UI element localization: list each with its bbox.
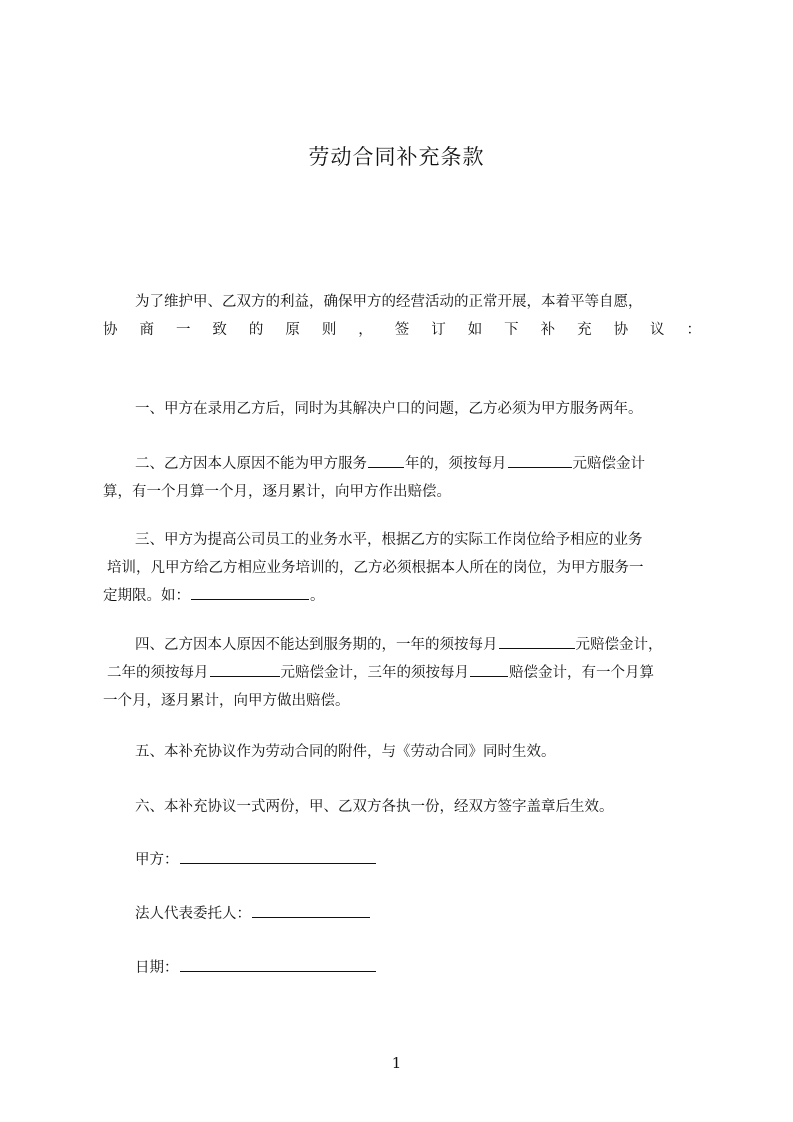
clause-3-line-2: 培训，凡甲方给乙方相应业务培训的，乙方必须根据本人所在的岗位，为甲方服务一 bbox=[107, 560, 644, 576]
clause-3-part-d: 。 bbox=[310, 588, 325, 604]
date-blank bbox=[180, 957, 376, 972]
intro-line-1: 为了维护甲、乙双方的利益，确保甲方的经营活动的正常开展，本着平等自愿， bbox=[135, 294, 643, 310]
intro-line-2 bbox=[103, 316, 701, 344]
years-blank bbox=[368, 453, 404, 468]
clause-4-part-d: 元赔偿金计，三年的须按每月 bbox=[280, 665, 469, 681]
intro-char: 的 bbox=[248, 322, 264, 338]
intro-char: 订 bbox=[431, 322, 446, 338]
document-title: 劳动合同补充条款 bbox=[308, 145, 485, 169]
intro-char: 则 bbox=[321, 322, 337, 338]
year-two-amount-blank bbox=[210, 662, 280, 677]
intro-char: 如 bbox=[467, 322, 483, 338]
clause-2-line-2: 算，有一个月算一个月，逐月累计，向甲方作出赔偿。 bbox=[103, 484, 451, 500]
clause-3-part-c: 定期限。如： bbox=[103, 588, 190, 604]
clause-1 bbox=[103, 395, 701, 423]
intro-char: 致 bbox=[212, 322, 227, 338]
service-period-blank bbox=[191, 585, 309, 600]
intro-char: 补 bbox=[540, 322, 556, 338]
clause-2-part-b: 年的，须按每月 bbox=[405, 456, 507, 472]
page-number: 1 bbox=[391, 1054, 402, 1072]
intro-char: 商 bbox=[139, 322, 154, 338]
clause-2 bbox=[103, 450, 701, 506]
monthly-amount-blank bbox=[508, 453, 572, 468]
clause-3 bbox=[103, 526, 701, 610]
clause-6-text: 六、本补充协议一式两份，甲、乙双方各执一份，经双方签字盖章后生效。 bbox=[135, 799, 614, 815]
clause-1-text: 一、甲方在录用乙方后，同时为其解决户口的问题，乙方必须为甲方服务两年。 bbox=[135, 401, 643, 417]
clause-3-line-1: 三、甲方为提高公司员工的业务水平，根据乙方的实际工作岗位给予相应的业务 bbox=[135, 532, 643, 548]
clause-5-text: 五、本补充协议作为劳动合同的附件，与《劳动合同》同时生效。 bbox=[135, 744, 556, 760]
intro-char: 协 bbox=[613, 322, 629, 338]
clause-5 bbox=[103, 738, 701, 766]
clause-4-part-a: 四、乙方因本人原因不能达到服务期的，一年的须按每月 bbox=[135, 637, 498, 653]
clause-4-line-3: 一个月，逐月累计，向甲方做出赔偿。 bbox=[103, 693, 350, 709]
clause-4 bbox=[103, 631, 701, 715]
intro-char: 原 bbox=[285, 322, 300, 338]
party-a-signature bbox=[135, 847, 377, 873]
intro-char: ： bbox=[686, 322, 701, 338]
clause-4-part-c: 二年的须按每月 bbox=[107, 665, 209, 681]
year-three-amount-blank bbox=[470, 662, 508, 677]
intro-char: 协 bbox=[103, 322, 118, 338]
intro-char: 签 bbox=[394, 322, 410, 338]
date-signature bbox=[135, 955, 377, 981]
intro-char: 充 bbox=[577, 322, 592, 338]
clause-3-line-3 bbox=[103, 582, 701, 610]
clause-2-line-1 bbox=[103, 450, 701, 478]
legal-rep-blank bbox=[252, 903, 370, 918]
clause-4-line-2 bbox=[103, 659, 701, 687]
clause-4-part-e: 赔偿金计，有一个月算 bbox=[509, 665, 654, 681]
intro-char: 议 bbox=[650, 322, 665, 338]
intro-paragraph bbox=[103, 288, 701, 344]
clause-4-line-1 bbox=[103, 631, 701, 659]
year-one-amount-blank bbox=[499, 634, 575, 649]
party-a-label: 甲方： bbox=[135, 852, 179, 868]
party-a-blank bbox=[180, 849, 376, 864]
date-label: 日期： bbox=[135, 960, 179, 976]
clause-6 bbox=[103, 793, 701, 821]
intro-char: 下 bbox=[504, 322, 519, 338]
legal-rep-signature bbox=[135, 901, 371, 927]
legal-rep-label: 法人代表委托人： bbox=[135, 906, 251, 922]
clause-2-part-a: 二、乙方因本人原因不能为甲方服务 bbox=[135, 456, 367, 472]
clause-4-part-b: 元赔偿金计， bbox=[575, 637, 663, 653]
intro-char: 一 bbox=[175, 322, 191, 338]
intro-char: ， bbox=[358, 322, 373, 338]
clause-2-part-c: 元赔偿金计 bbox=[572, 456, 645, 472]
